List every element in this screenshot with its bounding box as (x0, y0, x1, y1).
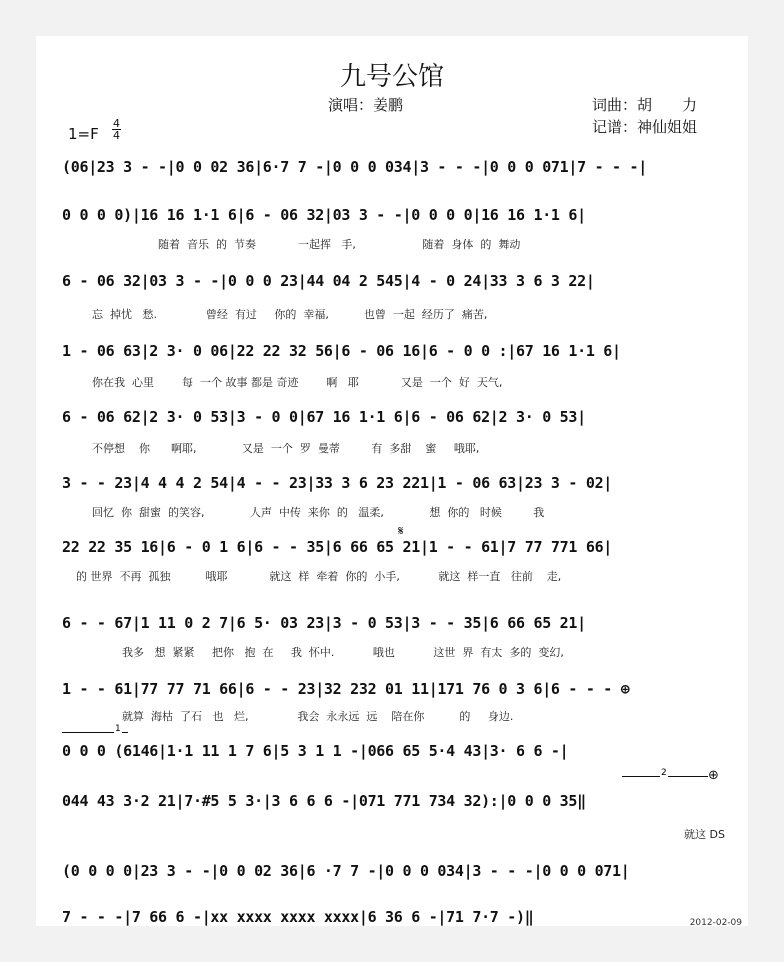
notes-line-13: 7 - - -|7 66 6 -|xx xxxx xxxx xxxx|6 36 6 -|71 7·7 -)‖ (62, 908, 534, 926)
score-line-13 (62, 908, 728, 926)
score-line-12 (62, 862, 728, 880)
score-line-5 (62, 408, 728, 455)
notes-line-12: (0 0 0 0|23 3 - -|0 0 02 36|6 ·7 7 -|0 0 0 034|3 - - -|0 0 0 071| (62, 862, 630, 880)
lyrics-line-3: 忘 掉忧 愁. 曾经 有过 你的 幸福, 也曾 一起 经历了 痛苦, (92, 308, 488, 321)
first-ending-bracket (62, 724, 128, 734)
transcription-date: 2012-02-09 (689, 918, 742, 928)
notes-line-7: 22 22 35 16|6 - 0 1 6|6 - - 35|6 66 65 21|1 - - 61|7 77 771 66| (62, 538, 613, 556)
coda-sign: ⊕ (708, 768, 719, 783)
lyrics-line-9: 就算 海枯 了石 也 烂, 我会 永永远 远 陪在你 的 身边. (122, 710, 514, 723)
score-line-4 (62, 342, 728, 389)
notes-line-4: 1 - 06 63|2 3· 0 06|22 22 32 56|6 - 06 16|6 - 0 0 :|67 16 1·1 6| (62, 342, 621, 360)
singer-credit: 演唱：姜鹏 (328, 96, 404, 114)
lyrics-line-2: 随着 音乐 的 节奏 一起挥 手, 随着 身体 的 舞动 (158, 238, 521, 251)
key-signature: 1=F (68, 125, 99, 143)
notes-line-5: 6 - 06 62|2 3· 0 53|3 - 0 0|67 16 1·1 6|6 - 06 62|2 3· 0 53| (62, 408, 586, 426)
notes-line-8: 6 - - 67|1 11 0 2 7|6 5· 03 23|3 - 0 53|3 - - 35|6 66 65 21| (62, 614, 586, 632)
notes-line-2: 0 0 0 0)|16 16 1·1 6|6 - 06 32|03 3 - -|0 0 0 0|16 16 1·1 6| (62, 206, 586, 224)
lyrics-line-7: 的 世界 不再 孤独 哦耶 就这 样 牵着 你的 小手, 就这 样一直 往前 走, (76, 570, 562, 583)
lyrics-line-4: 你在我 心里 每 一个 故事 都是 奇迹 啊 耶 又是 一个 好 天气, (92, 376, 503, 389)
ds-instruction: 就这 DS (684, 828, 725, 841)
score-line-3 (62, 272, 728, 321)
time-signature (112, 118, 121, 141)
notes-line-11: 044 43 3·2 21|7·#5 5 3·|3 6 6 6 -|071 771 734 32):|0 0 0 35‖ (62, 792, 586, 810)
score-line-11 (62, 792, 728, 810)
score-line-8 (62, 614, 728, 659)
second-ending-bracket (622, 768, 708, 778)
score-line-6 (62, 474, 728, 519)
lyrics-line-5: 不停想 你 啊耶, 又是 一个 罗 曼蒂 有 多甜 蜜 哦耶, (92, 442, 480, 455)
second-ending-number: 2 (661, 768, 667, 778)
notes-line-3: 6 - 06 32|03 3 - -|0 0 0 23|44 04 2 545|4 - 0 24|33 3 6 3 22| (62, 272, 595, 290)
notes-line-9: 1 - - 61|77 77 71 66|6 - - 23|32 232 01 11|171 76 0 3 6|6 - - - ⊕ (62, 680, 630, 698)
segno-sign: 𝄋 (398, 524, 404, 539)
notes-line-10: 0 0 0 (6146|1·1 11 1 7 6|5 3 1 1 -|066 65 5·4 43|3· 6 6 -| (62, 742, 569, 760)
time-signature-bottom: 4 (113, 129, 120, 142)
score-line-10 (62, 742, 728, 760)
lyrics-line-6: 回忆 你 甜蜜 的笑容, 人声 中传 来你 的 温柔, 想 你的 时候 我 (92, 506, 545, 519)
score-line-7 (62, 538, 728, 583)
composer-credit: 词曲：胡 力 (592, 96, 698, 114)
score-line-1 (62, 158, 728, 176)
score-line-2 (62, 206, 728, 251)
first-ending-number: 1 (115, 724, 121, 734)
time-signature-top: 4 (113, 117, 120, 130)
song-title: 九号公馆 (339, 62, 444, 92)
notes-line-1: (06|23 3 - -|0 0 02 36|6·7 7 -|0 0 0 034|3 - - -|0 0 0 071|7 - - -| (62, 158, 647, 176)
score-line-9 (62, 680, 728, 723)
lyrics-line-8: 我多 想 紧紧 把你 抱 在 我 怀中. 哦也 这世 界 有太 多的 变幻, (122, 646, 564, 659)
transcriber-credit: 记谱：神仙姐姐 (592, 118, 698, 136)
notes-line-6: 3 - - 23|4 4 4 2 54|4 - - 23|33 3 6 23 221|1 - 06 63|23 3 - 02| (62, 474, 613, 492)
